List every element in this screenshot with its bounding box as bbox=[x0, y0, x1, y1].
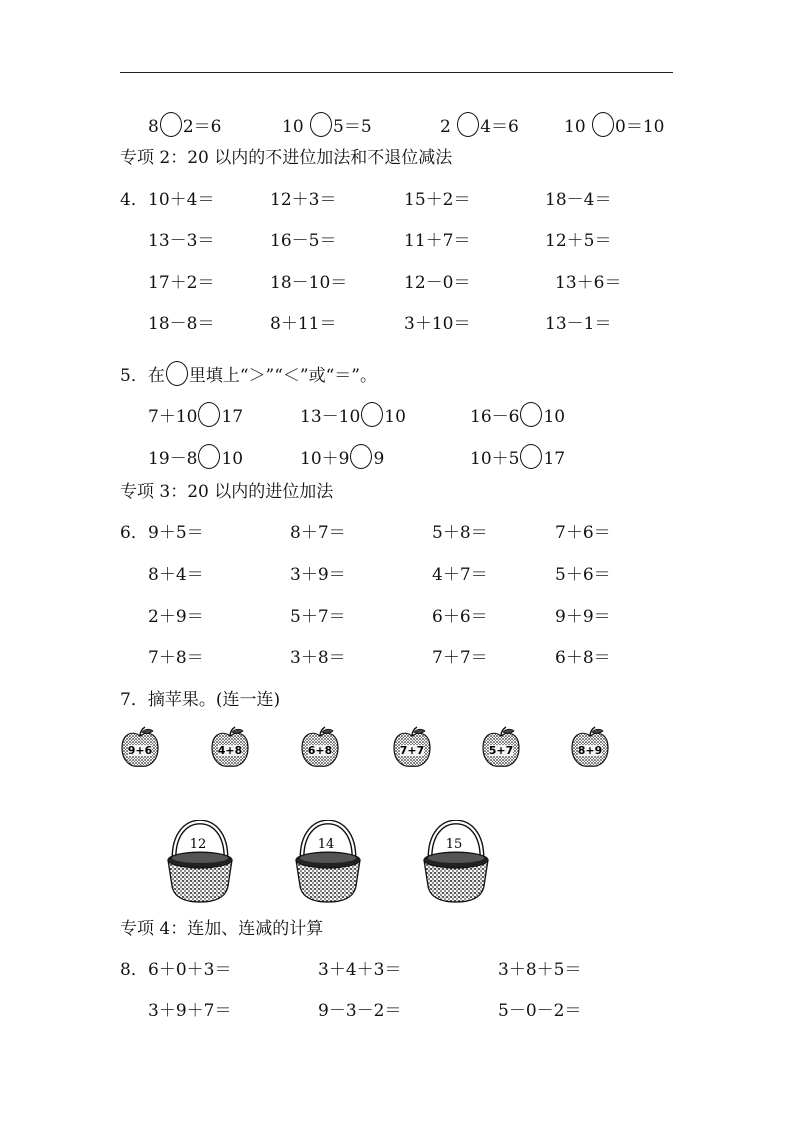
q8-item: 6＋0＋3＝ bbox=[148, 960, 232, 980]
answer-circle[interactable] bbox=[310, 112, 332, 137]
apple-label: 4+8 bbox=[217, 744, 243, 757]
circle-eq-1: 8 2＝6 bbox=[148, 112, 221, 137]
circle-eq-4: 10 0＝10 bbox=[564, 112, 665, 137]
q6-item: 6＋8＝ bbox=[555, 648, 611, 668]
question-number-4: 4． bbox=[120, 190, 148, 210]
q5-compare: 13－10 10 bbox=[300, 402, 406, 427]
circle-eq-3: 2 4＝6 bbox=[440, 112, 519, 137]
q4-item: 8＋11＝ bbox=[270, 314, 337, 334]
question-5: 5．在 里填上“＞”“＜”或“＝”。 bbox=[120, 361, 377, 386]
q8-item: 5－0－2＝ bbox=[498, 1001, 582, 1021]
basket-label: 14 bbox=[317, 837, 335, 852]
q8-item: 3＋9＋7＝ bbox=[148, 1001, 232, 1021]
q6-item: 3＋9＝ bbox=[290, 565, 346, 585]
question-number-8: 8． bbox=[120, 960, 148, 980]
q6-item: 5＋8＝ bbox=[432, 523, 488, 543]
answer-circle[interactable] bbox=[198, 402, 220, 427]
q8-item: 3＋4＋3＝ bbox=[318, 960, 402, 980]
q5-compare: 10＋5 17 bbox=[470, 444, 565, 469]
apple-label: 6+8 bbox=[307, 744, 333, 757]
q5-compare: 10＋9 9 bbox=[300, 444, 384, 469]
q4-item: 10＋4＝ bbox=[148, 190, 215, 210]
section-heading-2: 专项 2：20 以内的不进位加法和不退位减法 bbox=[120, 148, 453, 168]
apple-label: 7+7 bbox=[399, 744, 425, 757]
apple-icon[interactable] bbox=[300, 726, 340, 770]
q6-item: 3＋8＝ bbox=[290, 648, 346, 668]
apple-icon[interactable] bbox=[570, 726, 610, 770]
answer-circle[interactable] bbox=[520, 444, 542, 469]
q6-item: 8＋7＝ bbox=[290, 523, 346, 543]
circle-eq-2: 10 5＝5 bbox=[282, 112, 372, 137]
q6-item: 4＋7＝ bbox=[432, 565, 488, 585]
q4-item: 18－4＝ bbox=[545, 190, 612, 210]
q6-item: 8＋4＝ bbox=[148, 565, 204, 585]
q4-item: 15＋2＝ bbox=[404, 190, 471, 210]
answer-circle[interactable] bbox=[350, 444, 372, 469]
answer-circle[interactable] bbox=[361, 402, 383, 427]
answer-circle[interactable] bbox=[520, 402, 542, 427]
section-heading-4: 专项 4：连加、连减的计算 bbox=[120, 919, 324, 939]
q5-compare: 7＋10 17 bbox=[148, 402, 243, 427]
q4-item: 13＋6＝ bbox=[555, 273, 622, 293]
section-heading-3: 专项 3：20 以内的进位加法 bbox=[120, 482, 334, 502]
apple-icon[interactable] bbox=[120, 726, 160, 770]
apple-icon[interactable] bbox=[392, 726, 432, 770]
answer-circle[interactable] bbox=[198, 444, 220, 469]
q4-item: 12＋3＝ bbox=[270, 190, 337, 210]
answer-circle[interactable] bbox=[160, 112, 182, 137]
q4-item: 12－0＝ bbox=[404, 273, 471, 293]
q6-item: 7＋7＝ bbox=[432, 648, 488, 668]
question-number-6: 6． bbox=[120, 523, 148, 543]
basket-icon[interactable] bbox=[294, 820, 362, 904]
q4-item: 17＋2＝ bbox=[148, 273, 215, 293]
q4-item: 18－8＝ bbox=[148, 314, 215, 334]
apple-label: 9+6 bbox=[127, 744, 153, 757]
q6-item: 9＋9＝ bbox=[555, 607, 611, 627]
q6-item: 9＋5＝ bbox=[148, 523, 204, 543]
q4-item: 18－10＝ bbox=[270, 273, 348, 293]
q8-item: 3＋8＋5＝ bbox=[498, 960, 582, 980]
q6-item: 7＋6＝ bbox=[555, 523, 611, 543]
circle-symbol bbox=[166, 361, 188, 386]
answer-circle[interactable] bbox=[457, 112, 479, 137]
q6-item: 5＋6＝ bbox=[555, 565, 611, 585]
q8-item: 9－3－2＝ bbox=[318, 1001, 402, 1021]
question-7: 7．摘苹果。(连一连) bbox=[120, 690, 281, 710]
basket-icon[interactable] bbox=[166, 820, 234, 904]
apple-icon[interactable] bbox=[481, 726, 521, 770]
basket-label: 15 bbox=[445, 837, 463, 852]
q4-item: 13－1＝ bbox=[545, 314, 612, 334]
q4-item: 16－5＝ bbox=[270, 231, 337, 251]
q6-item: 2＋9＝ bbox=[148, 607, 204, 627]
q4-item: 3＋10＝ bbox=[404, 314, 471, 334]
apple-label: 8+9 bbox=[577, 744, 603, 757]
q4-item: 12＋5＝ bbox=[545, 231, 612, 251]
q4-item: 13－3＝ bbox=[148, 231, 215, 251]
q5-compare: 19－8 10 bbox=[148, 444, 243, 469]
q6-item: 5＋7＝ bbox=[290, 607, 346, 627]
q4-item: 11＋7＝ bbox=[404, 231, 471, 251]
basket-icon[interactable] bbox=[422, 820, 490, 904]
q5-compare: 16－6 10 bbox=[470, 402, 565, 427]
answer-circle[interactable] bbox=[592, 112, 614, 137]
q6-item: 7＋8＝ bbox=[148, 648, 204, 668]
q6-item: 6＋6＝ bbox=[432, 607, 488, 627]
basket-label: 12 bbox=[189, 837, 207, 852]
apple-label: 5+7 bbox=[488, 744, 514, 757]
apple-icon[interactable] bbox=[210, 726, 250, 770]
top-rule bbox=[120, 72, 673, 73]
